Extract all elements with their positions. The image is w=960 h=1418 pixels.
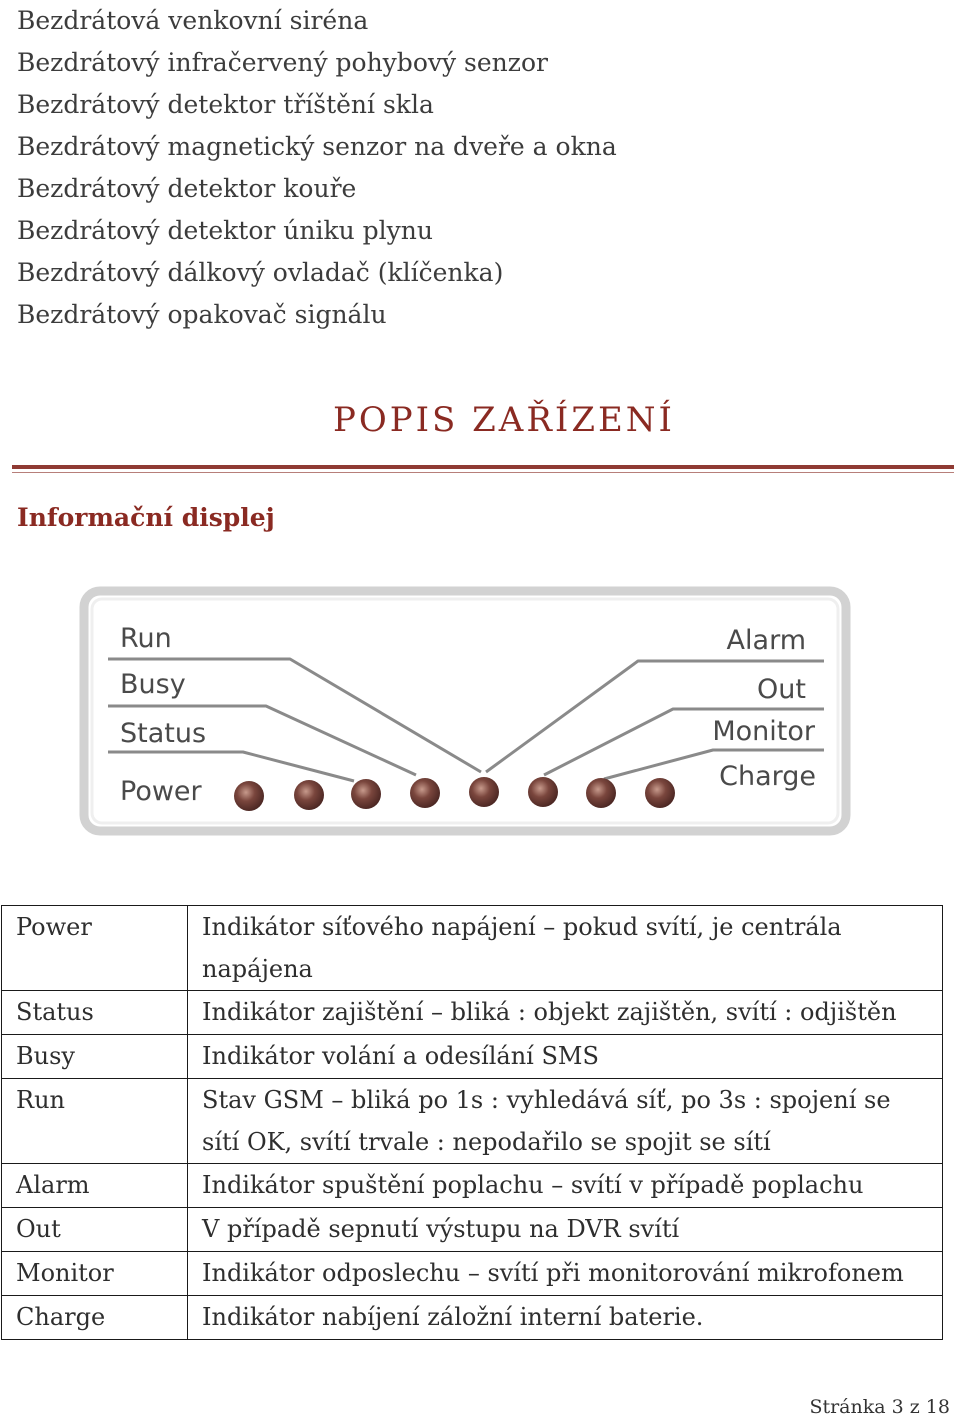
led — [234, 781, 264, 811]
list-item: Bezdrátový detektor kouře — [17, 174, 357, 203]
list-item: Bezdrátový magnetický senzor na dveře a okna — [17, 132, 617, 161]
table-row — [2, 1208, 943, 1252]
indicator-description: Indikátor volání a odesílání SMS — [188, 1035, 943, 1079]
indicator-description: Indikátor spuštění poplachu – svítí v případě poplachu — [188, 1164, 943, 1208]
table-row — [2, 1164, 943, 1208]
list-item: Bezdrátový detektor úniku plynu — [17, 216, 433, 245]
section-title: POPIS ZAŘÍZENÍ — [333, 400, 675, 440]
indicator-description: Stav GSM – bliká po 1s : vyhledává síť, po 3s : spojení se sítí OK, svítí trvale : nepodařilo se spojit se sítí — [188, 1079, 943, 1164]
table-row — [2, 906, 943, 991]
list-item: Bezdrátový detektor tříštění skla — [17, 90, 434, 119]
list-item: Bezdrátový opakovač signálu — [17, 300, 387, 329]
panel-label-power: Power — [120, 776, 202, 807]
indicator-description: Indikátor odposlechu – svítí při monitorování mikrofonem — [188, 1252, 943, 1296]
indicator-name: Status — [2, 991, 188, 1035]
panel-label-out: Out — [757, 674, 806, 705]
panel-label-status: Status — [120, 718, 207, 749]
panel-label-busy: Busy — [120, 669, 186, 700]
indicator-name: Monitor — [2, 1252, 188, 1296]
indicator-name: Out — [2, 1208, 188, 1252]
table-row — [2, 1079, 943, 1164]
table-row — [2, 991, 943, 1035]
list-item: Bezdrátový infračervený pohybový senzor — [17, 48, 548, 77]
led — [645, 778, 675, 808]
subheading: Informační displej — [17, 503, 275, 532]
led — [586, 778, 616, 808]
indicator-name: Power — [2, 906, 188, 991]
table-row — [2, 1296, 943, 1340]
indicator-name: Busy — [2, 1035, 188, 1079]
indicator-description: Indikátor síťového napájení – pokud svítí, je centrála napájena — [188, 906, 943, 991]
led — [469, 777, 499, 807]
indicator-name: Charge — [2, 1296, 188, 1340]
table-row — [2, 1035, 943, 1079]
indicator-description: Indikátor zajištění – bliká : objekt zajištěn, svítí : odjištěn — [188, 991, 943, 1035]
indicator-name: Run — [2, 1079, 188, 1164]
section-divider-thin — [12, 472, 954, 473]
section-divider — [12, 465, 954, 469]
panel-label-charge: Charge — [719, 761, 816, 792]
list-item: Bezdrátová venkovní siréna — [17, 6, 369, 35]
panel-label-run: Run — [120, 623, 172, 654]
table-row — [2, 1252, 943, 1296]
led — [294, 780, 324, 810]
page-number: Stránka 3 z 18 — [809, 1396, 950, 1418]
list-item: Bezdrátový dálkový ovladač (klíčenka) — [17, 258, 504, 287]
indicator-name: Alarm — [2, 1164, 188, 1208]
display-panel-image — [78, 585, 854, 841]
panel-label-alarm: Alarm — [726, 625, 806, 656]
device-list — [17, 0, 617, 336]
led — [351, 779, 381, 809]
panel-label-monitor: Monitor — [712, 716, 815, 747]
indicator-description: V případě sepnutí výstupu na DVR svítí — [188, 1208, 943, 1252]
led — [410, 778, 440, 808]
indicator-description: Indikátor nabíjení záložní interní baterie. — [188, 1296, 943, 1340]
indicator-table — [1, 905, 943, 1340]
led — [528, 777, 558, 807]
